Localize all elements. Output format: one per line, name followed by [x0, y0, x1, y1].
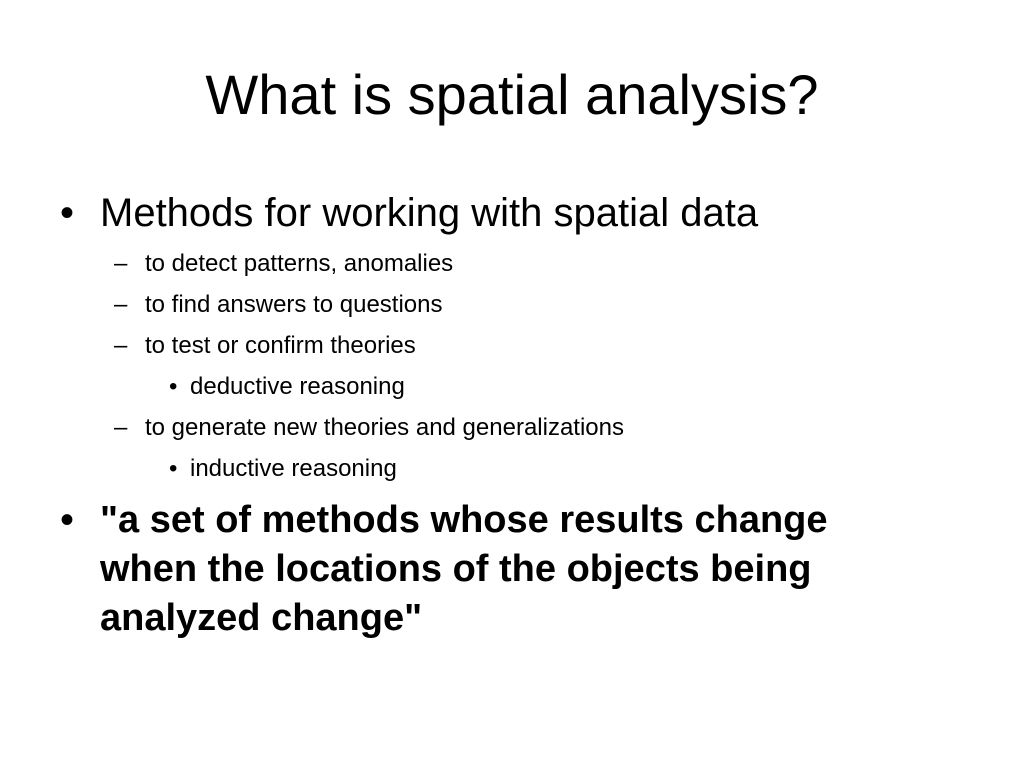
sub-item-detect: to detect patterns, anomalies: [145, 250, 454, 277]
bullet-text-methods: Methods for working with spatial data: [100, 191, 759, 235]
bullet-icon: •: [169, 373, 178, 400]
dash-icon: –: [114, 414, 128, 441]
bullet-icon: •: [169, 455, 178, 482]
dash-icon: –: [114, 291, 128, 318]
dash-icon: –: [114, 250, 128, 277]
quote-line: "a set of methods whose results change: [100, 499, 828, 541]
quote-line: analyzed change": [100, 597, 423, 639]
sub-item-generate-theories: to generate new theories and generalizations: [145, 414, 624, 441]
definition-quote: [100, 496, 940, 643]
sub-sub-item-deductive: deductive reasoning: [190, 373, 405, 400]
quote-line: when the locations of the objects being: [100, 548, 812, 590]
dash-icon: –: [114, 332, 128, 359]
sub-item-test-theories: to test or confirm theories: [145, 332, 416, 359]
sub-item-find-answers: to find answers to questions: [145, 291, 443, 318]
bullet-icon: •: [60, 191, 75, 235]
slide-title: What is spatial analysis?: [205, 63, 819, 126]
bullet-icon: •: [60, 498, 75, 542]
sub-sub-item-inductive: inductive reasoning: [190, 455, 397, 482]
